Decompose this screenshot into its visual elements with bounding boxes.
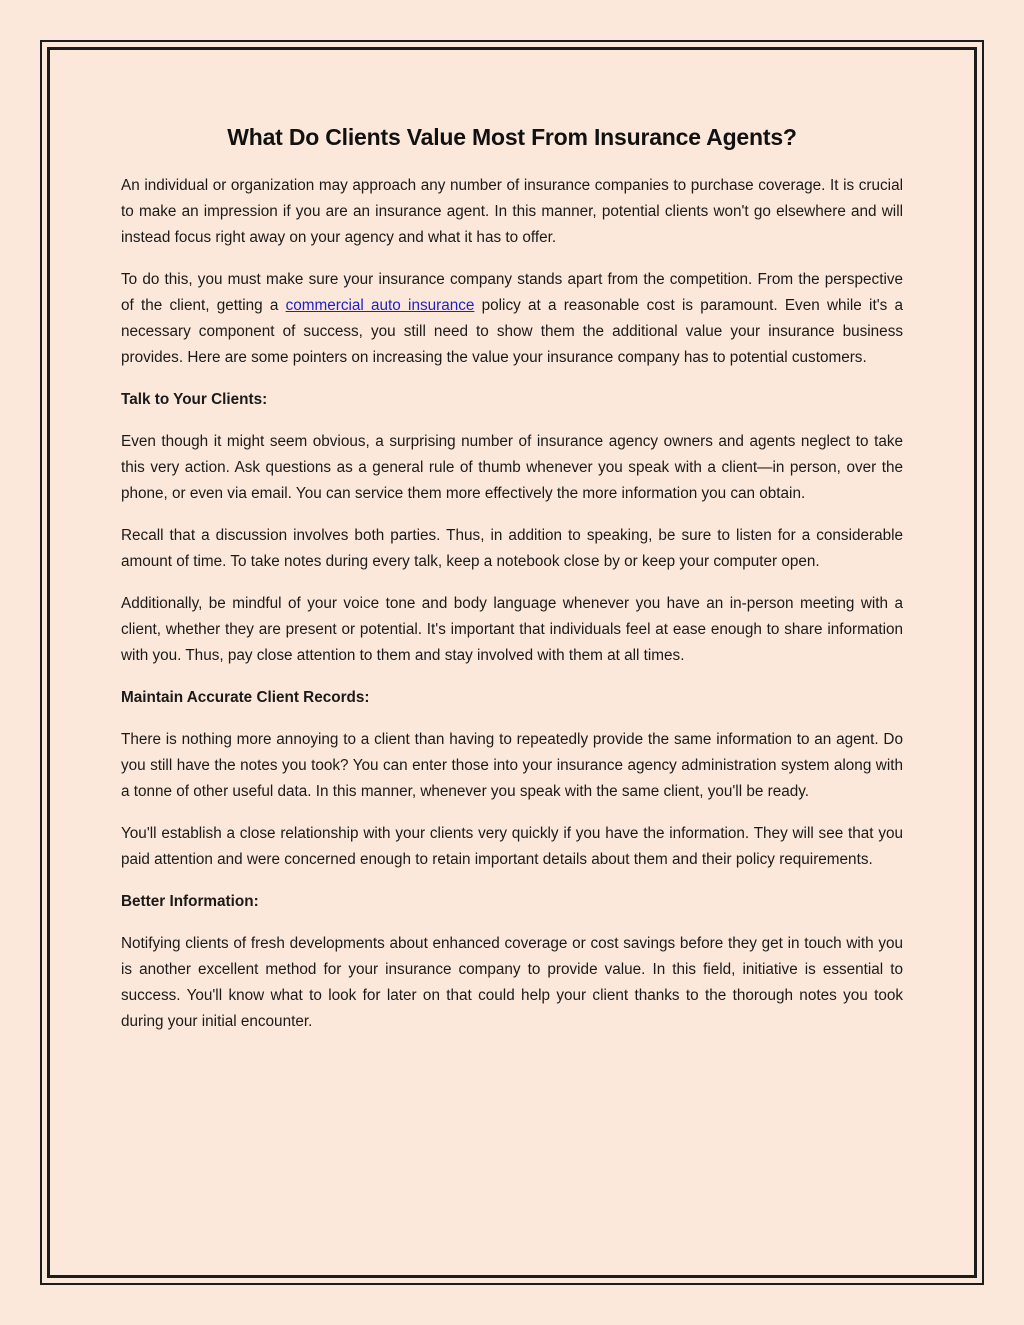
section-1-paragraph-3: Additionally, be mindful of your voice tone and body language whenever you have an in-person meeting with a client, whether they are present or potential. It's important that individuals feel at ease enough to share information with you. Thus, pay close attention to them and stay involved with them at all times. [121,595,903,664]
section-1-paragraph-1: Even though it might seem obvious, a surprising number of insurance agency owners and agents neglect to take this very action. Ask questions as a general rule of thumb whenever you speak with a client—in person, over the phone, or even via email. You can service them more effectively the more information you can obtain. [121,433,903,502]
intro-paragraph-2-text-after: policy at a reasonable cost is paramount. Even while it's a necessary component of success, you still need to show them the additional value your insurance business provides. Here are some pointers on increasing the value your insurance company has to potential customers. [121,297,904,366]
intro-paragraph-1: An individual or organization may approach any number of insurance companies to purchase coverage. It is crucial to make an impression if you are an insurance agent. In this manner, potential clients won't go elsewhere and will instead focus right away on your agency and what it has to offer. [121,177,903,246]
section-3-paragraph-1: Notifying clients of fresh developments about enhanced coverage or cost savings before they get in touch with you is another excellent method for your insurance company to provide value. In this field, initiative is essential to success. You'll know what to look for later on that could help your client thanks to the thorough notes you took during your initial encounter. [121,935,903,1030]
section-1-paragraph-2: Recall that a discussion involves both parties. Thus, in addition to speaking, be sure to listen for a considerable amount of time. To take notes during every talk, keep a notebook close by or keep your computer open. [121,527,903,570]
document-body [121,118,903,1051]
section-heading-better-information: Better Information: [121,893,259,910]
section-heading-talk-to-clients: Talk to Your Clients: [121,391,268,408]
section-2-paragraph-1: There is nothing more annoying to a client than having to repeatedly provide the same information to an agent. Do you still have the notes you took? You can enter those into your insurance agency administration system along with a tonne of other useful data. In this manner, whenever you speak with the same client, you'll be ready. [121,731,903,800]
section-heading-client-records: Maintain Accurate Client Records: [121,689,370,706]
commercial-auto-insurance-link[interactable]: commercial auto insurance [285,297,475,314]
page-title: What Do Clients Value Most From Insurance Agents? [227,124,797,150]
intro-paragraph-2-text-before: To do this, you must make sure your insurance company stands apart from the competition. From the perspective of the client, getting a [121,271,903,314]
intro-paragraph-2 [121,267,903,371]
section-2-paragraph-2: You'll establish a close relationship with your clients very quickly if you have the information. They will see that you paid attention and were concerned enough to retain important details about them and their policy requirements. [121,825,903,868]
